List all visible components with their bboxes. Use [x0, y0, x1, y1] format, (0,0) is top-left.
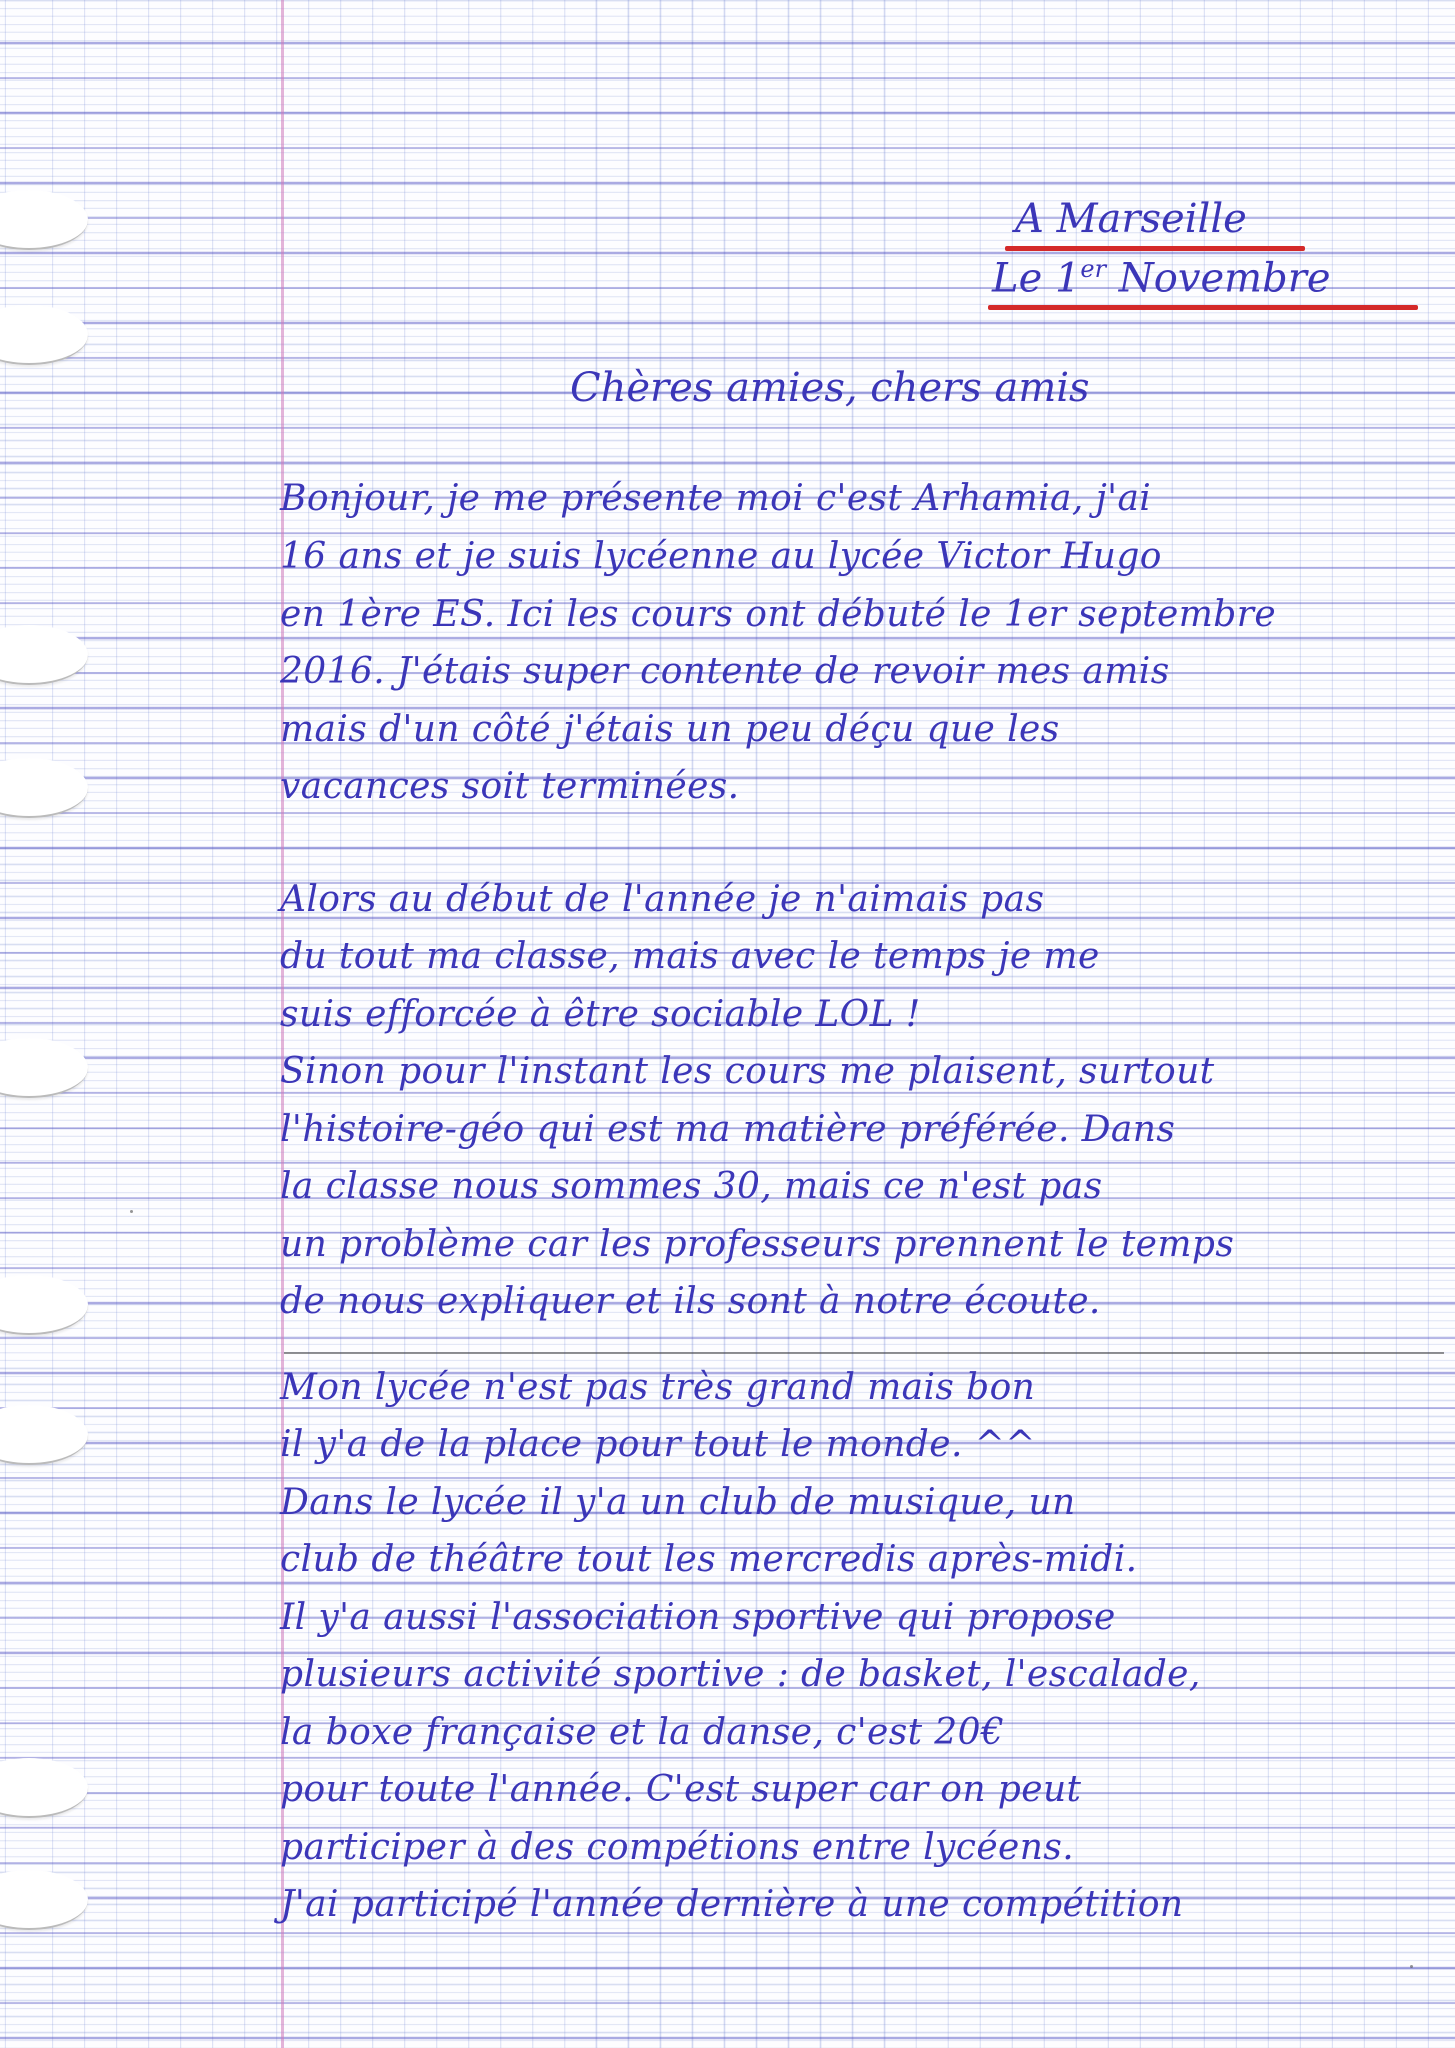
- binder-hole: [0, 1038, 88, 1098]
- scan-dot: [130, 1210, 133, 1213]
- date-superscript: er: [1080, 255, 1107, 283]
- binder-hole: [0, 1870, 88, 1930]
- paragraph-line: mais d'un côté j'étais un peu déçu que les: [280, 709, 1060, 750]
- binder-hole: [0, 625, 88, 685]
- binder-hole: [0, 190, 88, 250]
- date-prefix: Le 1: [992, 255, 1081, 302]
- paragraph-line: l'histoire-géo qui est ma matière préférée. Dans: [280, 1109, 1176, 1150]
- paragraph-line: pour toute l'année. C'est super car on peut: [280, 1769, 1082, 1810]
- paragraph-line: Alors au début de l'année je n'aimais pas: [280, 879, 1045, 920]
- binder-hole: [0, 1405, 88, 1465]
- city-underline: [1005, 246, 1305, 251]
- paragraph-line: de nous expliquer et ils sont à notre écoute.: [280, 1281, 1101, 1322]
- paragraph-line: Mon lycée n'est pas très grand mais bon: [280, 1367, 1036, 1408]
- paragraph-line: la classe nous sommes 30, mais ce n'est pas: [280, 1166, 1103, 1207]
- paragraph-line: suis efforcée à être sociable LOL !: [280, 994, 921, 1035]
- paragraph-line: Sinon pour l'instant les cours me plaisent, surtout: [280, 1051, 1215, 1092]
- paragraph-line: Il y'a aussi l'association sportive qui propose: [280, 1597, 1116, 1638]
- paragraph-line: Bonjour, je me présente moi c'est Arhamia, j'ai: [280, 478, 1152, 519]
- paragraph-line: du tout ma classe, mais avec le temps je me: [280, 936, 1100, 977]
- paragraph-line: en 1ère ES. Ici les cours ont débuté le 1er septembre: [280, 594, 1277, 635]
- section-divider: [284, 1352, 1444, 1354]
- paragraph-line: la boxe française et la danse, c'est 20€: [280, 1712, 1005, 1753]
- binder-hole: [0, 1275, 88, 1335]
- binder-hole: [0, 305, 88, 365]
- paragraph-line: il y'a de la place pour tout le monde. ^^: [280, 1424, 1036, 1465]
- header-date: [992, 255, 1331, 301]
- binder-hole: [0, 758, 88, 818]
- paragraph-line: vacances soit terminées.: [280, 766, 740, 807]
- paragraph-line: J'ai participé l'année dernière à une compétition: [280, 1884, 1184, 1925]
- paragraph-line: 16 ans et je suis lycéenne au lycée Victor Hugo: [280, 536, 1162, 577]
- paragraph-line: participer à des compétions entre lycéens.: [280, 1827, 1075, 1868]
- paragraph-line: Dans le lycée il y'a un club de musique, un: [280, 1482, 1076, 1523]
- paragraph-line: plusieurs activité sportive : de basket, l'escalade,: [280, 1654, 1201, 1695]
- scan-dot: [1410, 1965, 1413, 1968]
- header-city: A Marseille: [1015, 196, 1247, 242]
- binder-hole: [0, 1758, 88, 1818]
- date-underline: [988, 305, 1418, 310]
- paragraph-line: club de théâtre tout les mercredis après-midi.: [280, 1539, 1138, 1580]
- date-suffix: Novembre: [1106, 255, 1331, 302]
- paragraph-line: 2016. J'étais super contente de revoir mes amis: [280, 651, 1170, 692]
- greeting: Chères amies, chers amis: [570, 365, 1090, 411]
- paragraph-line: un problème car les professeurs prennent le temps: [280, 1224, 1235, 1265]
